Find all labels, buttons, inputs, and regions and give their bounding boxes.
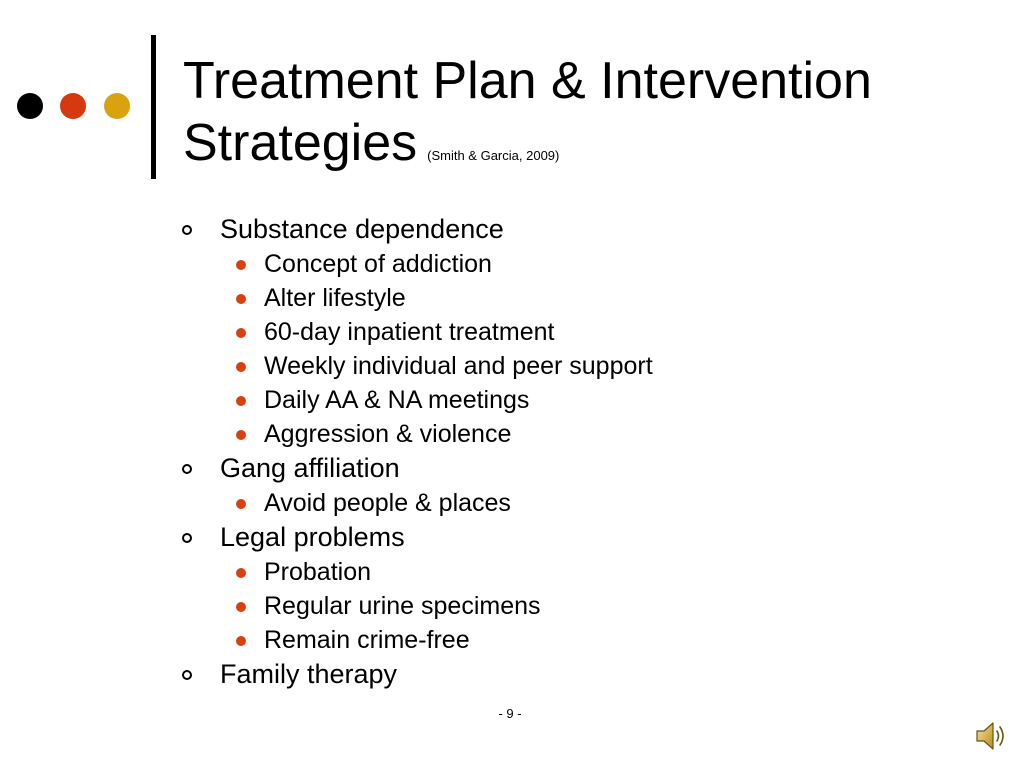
- bullet-level2: [176, 281, 966, 315]
- title-divider: [151, 35, 156, 179]
- bullet-level2-text: Concept of addiction: [264, 250, 492, 278]
- filled-bullet-icon: [236, 294, 246, 304]
- bullet-level2: [176, 349, 966, 383]
- filled-bullet-icon: [236, 328, 246, 338]
- bullet-level1-text: Substance dependence: [220, 214, 504, 244]
- hollow-bullet-icon: [182, 670, 192, 680]
- decor-dot-red: [60, 93, 86, 119]
- hollow-bullet-icon: [182, 464, 192, 474]
- bullet-level2-text: Avoid people & places: [264, 489, 511, 517]
- decor-dot-gold: [104, 93, 130, 119]
- bullet-level1-text: Family therapy: [220, 659, 398, 689]
- bullet-level1-text: Gang affiliation: [220, 453, 400, 483]
- bullet-level1: [176, 520, 966, 555]
- bullet-level2-text: Weekly individual and peer support: [264, 352, 653, 380]
- bullet-level2-text: Daily AA & NA meetings: [264, 386, 530, 414]
- filled-bullet-icon: [236, 568, 246, 578]
- filled-bullet-icon: [236, 602, 246, 612]
- hollow-bullet-icon: [182, 533, 192, 543]
- bullet-level2-text: Aggression & violence: [264, 420, 512, 448]
- bullet-level2-text: Regular urine specimens: [264, 592, 541, 620]
- title-line-1: Treatment Plan & Intervention: [183, 52, 872, 110]
- bullet-level1: [176, 657, 966, 692]
- filled-bullet-icon: [236, 396, 246, 406]
- page-number: - 9 -: [498, 706, 522, 721]
- decor-dot-black: [17, 93, 43, 119]
- title-citation: (Smith & Garcia, 2009): [427, 148, 560, 163]
- bullet-level2: [176, 623, 966, 657]
- bullet-level2-text: Alter lifestyle: [264, 284, 406, 312]
- filled-bullet-icon: [236, 260, 246, 270]
- bullet-level2: [176, 383, 966, 417]
- bullet-level1: [176, 212, 966, 247]
- slide-title: [183, 50, 1003, 174]
- bullet-level2: [176, 247, 966, 281]
- bullet-level2: [176, 589, 966, 623]
- bullet-level2: [176, 417, 966, 451]
- bullet-level2: [176, 555, 966, 589]
- bullet-level1-text: Legal problems: [220, 522, 405, 552]
- bullet-level2-text: Probation: [264, 558, 372, 586]
- title-line-2: Strategies: [183, 114, 418, 172]
- bullet-level2: [176, 315, 966, 349]
- bullet-level1: [176, 451, 966, 486]
- filled-bullet-icon: [236, 430, 246, 440]
- hollow-bullet-icon: [182, 225, 192, 235]
- bullet-list: [176, 212, 966, 692]
- bullet-level2: [176, 486, 966, 520]
- bullet-level2-text: Remain crime-free: [264, 626, 470, 654]
- speaker-icon[interactable]: [974, 718, 1010, 754]
- bullet-level2-text: 60-day inpatient treatment: [264, 318, 555, 346]
- filled-bullet-icon: [236, 362, 246, 372]
- filled-bullet-icon: [236, 636, 246, 646]
- filled-bullet-icon: [236, 499, 246, 509]
